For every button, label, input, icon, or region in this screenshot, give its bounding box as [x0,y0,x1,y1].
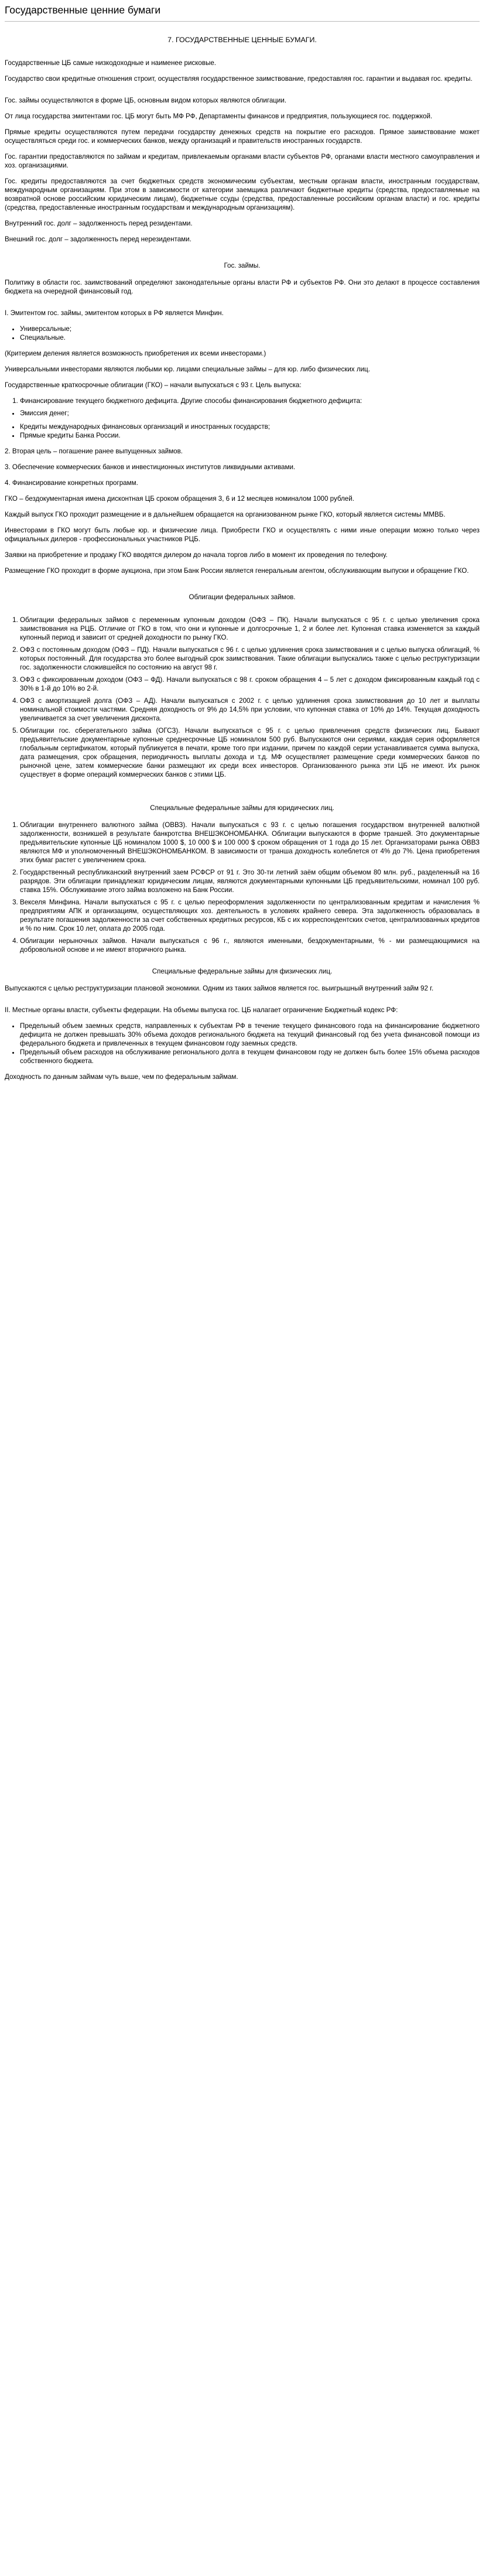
section-heading-loans: Гос. займы. [224,262,261,269]
list-item: • Прямые кредиты Банка России. [20,431,480,440]
section-heading-physical: Специальные федеральные займы для физических лиц. [152,968,333,975]
list-item: 3. ОФЗ с фиксированным доходом (ОФЗ – ФД). Начали выпускаться с 98 г. сроком обращения 4 – 5 лет с доходом фиксированным каждый год с 30% в 1-й до 10% во 2-й. [20,675,480,693]
page [0,4,496,1100]
list-item: 3. Векселя Минфина. Начали выпускаться с 95 г. с целью переоформления задолженности по централизованным кредитам и начисления % предприятиям АПК и организациям, осуществляющих хоз. деятельность в условиях крайнего севера. Эта задолженность образовалась в результате погашения задолженности за счет собственных кредитных ресурсов, КБ с их корреспондентских счетов, централизованных кредитов и % по ним. Срок 10 лет, оплата до 2005 года. [20,898,480,933]
federal-loans-list [5,616,480,779]
gko-goal: 3. Обеспечение коммерческих банков и инвестиционных институтов ликвидными активами. [5,463,296,471]
intro-paragraph: От лица государства эмитентами гос. ЦБ могут быть МФ РФ, Департаменты финансов и предприятия, пользующиеся гос. поддержкой. [5,112,433,120]
loans-paragraph: Государственные краткосрочные облигации (ГКО) – начали выпускаться с 93 г. Цель выпуска: [5,381,302,389]
gko-paragraph: ГКО – бездокументарная имена дисконтная ЦБ сроком обращения 3, 6 и 12 месяцев номиналом 1000 рублей. [5,495,354,503]
loans-paragraph: Универсальными инвесторами являются любыми юр. лицами специальные займы – для юр. либо физических лиц. [5,365,370,373]
intro-paragraph: Государство свои кредитные отношения строит, осуществляя государственное заимствование, предоставляя гос. гарантии и выдавая гос. кредиты. [5,75,473,83]
intro-paragraph: Гос. займы осуществляются в форме ЦБ, основным видом которых являются облигации. [5,97,287,104]
intro-paragraph: Гос. кредиты предоставляются за счет бюджетных средств экономическим субъектам, местным органам власти, иностранным государствам, международным организациям. При этом в зависимости от категории заемщика различают бюджетные кредиты (средства, предоставляемые на возвратной основе российским юридическим лицам), бюджетные ссуды (средства, предоставленные российским органам власти) и гос. кредиты (средства, предоставленные иностранным государствам и международным организациям). [5,177,480,211]
loans-paragraph: Политику в области гос. заимствований определяют законодательные органы власти РФ и субъектов РФ. Они это делают в процессе составления бюджета на очередной финансовый год. [5,279,480,295]
gko-goals-list [5,397,480,405]
page-title: Государственные ценние бумаги [5,4,480,22]
intro-paragraph: Внутренний гос. долг – задолженность перед резидентами. [5,220,193,227]
physical-paragraph: II. Местные органы власти, субъекты федерации. На объемы выпуска гос. ЦБ налагает ограничение Бюджетный кодекс РФ: [5,1006,398,1014]
list-item: • Эмиссия денег; [20,409,480,418]
list-item: 1. Облигации федеральных займов с переменным купонным доходом (ОФЗ – ПК). Начали выпускаться с 95 г. с целью увеличения срока заимствования на РЦБ. Отличие от ГКО в том, что они и купонные и долгосрочные 1, 2 и более лет. Купонная ставка изменяется за каждый купонный период и зависит от средней доходности по рынку ГКО. [20,616,480,642]
loans-paragraph: (Критерием деления является возможность приобретения их всеми инвесторами.) [5,350,266,357]
section-heading-federal: Облигации федеральных займов. [189,593,296,601]
list-item: 1. Финансирование текущего бюджетного дефицита. Другие способы финансирования бюджетного дефицита: [20,397,480,405]
gko-paragraph: Каждый выпуск ГКО проходит размещение и в дальнейшем обращается на организованном рынке ГКО, который является системы ММВБ. [5,511,446,518]
list-item: • Предельный объем расходов на обслуживание регионального долга в текущем финансовом году не должен быть более 15% объема расходов собственного бюджета. [20,1048,480,1065]
loan-kinds-list [5,324,480,342]
gko-goal: 2. Вторая цель – погашение ранее выпущенных займов. [5,447,183,455]
list-item: 4. Облигации нерыночных займов. Начали выпускаться с 96 г., являются именными, бездокументарными, % - ми размещающимися на добровольной основе и не имеют вторичного рынка. [20,937,480,954]
section-heading-legal: Специальные федеральные займы для юридических лиц. [150,804,334,812]
intro-paragraph: Внешний гос. долг – задолженность перед нерезидентами. [5,235,191,243]
limits-list [5,1021,480,1065]
list-item: • Специальные. [20,333,480,342]
list-item: 4. ОФЗ с амортизацией долга (ОФЗ – АД). Начали выпускаться с 2002 г. с целью удлинения срока заимствования до 10 лет и выплаты номинальной стоимости частями. Средняя доходность от 9% до 14,5% при условии, что купонная ставка от 10% до 14%. Текущая доходность увеличивается за счет увеличения дисконта. [20,696,480,723]
loans-paragraph: I. Эмитентом гос. займы, эмитентом которых в РФ является Минфин. [5,309,224,317]
main-heading: 7. ГОСУДАРСТВЕННЫЕ ЦЕННЫЕ БУМАГИ. [167,36,317,44]
list-item: • Универсальные; [20,324,480,333]
list-item: • Кредиты международных финансовых организаций и иностранных государств; [20,422,480,431]
gko-paragraph: Размещение ГКО проходит в форме аукциона, при этом Банк России является генеральным агентом, обслуживающим выпуски и обращение ГКО. [5,567,469,575]
list-item: 2. ОФЗ с постоянным доходом (ОФЗ – ПД). Начали выпускаться с 96 г. с целью удлинения срока заимствования и с целью выпуска облигаций, % которых постоянный. Для государства это более выгодный срок заимствования. Такие облигации выпускались также с целью реструктуризации гос. задолженности сложившейся по состоянию на август 98 г. [20,645,480,672]
list-item: 1. Облигации внутреннего валютного займа (ОВВЗ). Начали выпускаться с 93 г. с целью погашения государством внутренней валютной задолженности, возникшей в результате банкротства ВНЕШЭКОНОМБАНКА. Облигации выпускаются в форме траншей. Это документарные предъявительские купонные ЦБ номиналом 1000 $, 10 000 $ и 100 000 $ сроком обращения от 1 года до 15 лет. Организаторами рынка ОВВЗ являются МФ и уполномоченный ВНЕШЭКОНОМБАНКОМ. В зависимости от транша доходность колеблется от 4% до 7%. Цена приобретения этих бумаг растет с увеличением срока. [20,821,480,865]
list-item: 5. Облигации гос. сберегательного займа (ОГСЗ). Начали выпускаться с 95 г. с целью привлечения средств физических лиц. Бывают предъявительские документарные купонные среднесрочные ЦБ номиналом 500 руб. Выпускаются они сериями, каждая серия оформляется глобальным сертификатом, который публикуется в печати, кроме того при издании, причем по каждой серии устанавливается сумма выпуска, дата размещения, срок обращения, периодичность выплаты дохода и т.д. МФ осуществляет размещение среди коммерческих банков по рыночной цене, затем коммерческие банки размещают их среди всех инвесторов. Организованного рынка эти ЦБ не имеют. Их рынок существует в форме операций коммерческих банков с этими ЦБ. [20,726,480,779]
list-item: • Предельный объем заемных средств, направленных к субъектам РФ в течение текущего финансового года на финансирование бюджетного дефицита не должен превышать 30% объема доходов регионального бюджета на текущий финансовый год без учета финансовой помощи из федерального бюджета и привлеченных в текущем финансовом году заемных средств. [20,1021,480,1048]
list-item: 2. Государственный республиканский внутренний заем РСФСР от 91 г. Это 30-ти летний заём общим объемом 80 млн. руб., разделенный на 16 разрядов. Эти облигации принадлежат юридическим лицам, являются документарными купонными ЦБ предъявительскими, номинал 100 руб. ставка 15%. Обслуживание этого займа возложено на Банк России. [20,868,480,894]
gko-paragraph: Инвесторами в ГКО могут быть любые юр. и физические лица. Приобрести ГКО и осуществлять с ними иные операции можно только через официальных дилеров - профессиональных участников РЦБ. [5,527,480,543]
legal-loans-list [5,821,480,954]
physical-paragraph: Доходность по данным займам чуть выше, чем по федеральным займам. [5,1073,238,1081]
gko-paragraph: Заявки на приобретение и продажу ГКО вводятся дилером до начала торгов либо в момент их проведения по телефону. [5,551,388,559]
intro-paragraph: Государственные ЦБ самые низкодоходные и наименее рисковые. [5,59,217,67]
physical-paragraph: Выпускаются с целью реструктуризации плановой экономики. Одним из таких займов является гос. выигрышный внутренний займ 92 г. [5,985,434,992]
gko-goal: 4. Финансирование конкретных программ. [5,479,138,487]
article-body [5,36,480,1081]
intro-paragraph: Гос. гарантии предоставляются по займам и кредитам, привлекаемым органами власти субъектов РФ, органами власти местного самоуправления и хоз. организациями. [5,153,480,169]
intro-paragraph: Прямые кредиты осуществляются путем передачи государству денежных средств на покрытие его расходов. Прямое заимствование может осуществляться среди гос. и коммерческих банков, между организаций и правительств иностранных государств. [5,128,480,145]
deficit-ways-list [5,409,480,440]
